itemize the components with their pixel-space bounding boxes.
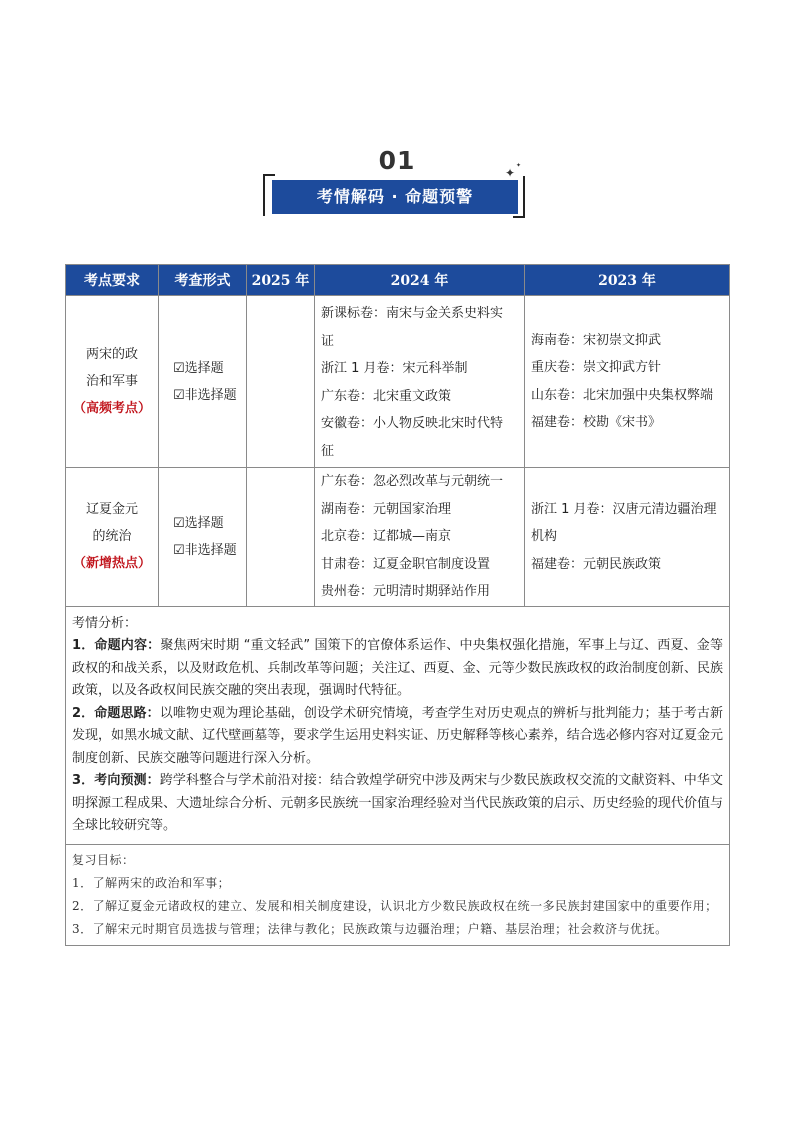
banner-title: 考情解码 · 命题预警 bbox=[272, 180, 518, 214]
form-item: ☑非选择题 bbox=[173, 387, 237, 403]
exam-entry: 证 bbox=[321, 333, 335, 349]
sparkle-icon: ✦ bbox=[505, 166, 516, 180]
analysis-text: 聚焦两宋时期 “重文轻武” 国策下的官僚体系运作、中央集权强化措施，军事上与辽、西夏、金等政权的和战关系，以及财政危机、兵制改革等问题；关注辽、西夏、金、元等少数民族政权的政治制度创新、民族政策，以及各政权间民族交融的突出表现，强调时代特征。 bbox=[72, 638, 723, 698]
topic-tag: （新增热点） bbox=[72, 556, 151, 572]
analysis-heading: 考情分析： bbox=[72, 615, 138, 631]
topic-line: 的统治 bbox=[92, 529, 132, 545]
year-2024-cell bbox=[315, 468, 525, 607]
exam-entry: 重庆卷：崇文抑武方针 bbox=[531, 360, 662, 375]
goals-heading: 复习目标： bbox=[72, 852, 135, 867]
column-header: 考查形式 bbox=[159, 265, 247, 296]
goal-item: 3．了解宋元时期官员选拔与管理；法律与教化；民族政策与边疆治理；户籍、基层治理；社会救济与优抚。 bbox=[72, 921, 668, 936]
analysis-item bbox=[72, 635, 723, 703]
goal-item: 1．了解两宋的政治和军事； bbox=[72, 875, 231, 890]
goals-cell bbox=[66, 844, 730, 945]
section-number: 01 bbox=[378, 146, 416, 175]
exam-entry: 广东卷：北宋重文政策 bbox=[321, 388, 452, 404]
year-2025-cell bbox=[247, 468, 315, 607]
column-header: 2024 年 bbox=[315, 265, 525, 296]
analysis-label: 1．命题内容： bbox=[72, 638, 161, 653]
table-row bbox=[66, 468, 730, 607]
exam-entry: 贵州卷：元明清时期驿站作用 bbox=[321, 584, 491, 599]
exam-entry: 新课标卷：南宋与金关系史料实 bbox=[321, 306, 504, 321]
exam-entry: 征 bbox=[321, 443, 335, 459]
column-header: 2023 年 bbox=[525, 265, 730, 296]
year-2024-cell bbox=[315, 296, 525, 468]
year-2023-cell bbox=[525, 296, 730, 468]
topic-line: 辽夏金元 bbox=[85, 502, 138, 518]
exam-entry: 甘肃卷：辽夏金职官制度设置 bbox=[321, 556, 491, 572]
analysis-label: 3．考向预测： bbox=[72, 773, 160, 788]
form-item: ☑选择题 bbox=[173, 515, 224, 531]
goal-item: 2．了解辽夏金元诸政权的建立、发展和相关制度建设，认识北方少数民族政权在统一多民族封建国家中的重要作用； bbox=[72, 898, 718, 913]
exam-entry: 安徽卷：小人物反映北宋时代特 bbox=[321, 416, 504, 431]
analysis-cell bbox=[66, 606, 730, 844]
analysis-text: 以唯物史观为理论基础，创设学术研究情境，考查学生对历史观点的辨析与批判能力；基于考古新发现，如黑水城文献、辽代壁画墓等，要求学生运用史料实证、历史解释等核心素养，结合选必修内容对辽夏金元制度创新、民族交融等问题进行深入分析。 bbox=[72, 705, 723, 766]
analysis-item bbox=[72, 703, 723, 771]
forms-cell bbox=[159, 296, 247, 468]
topic-tag: （高频考点） bbox=[72, 401, 151, 416]
exam-entry: 海南卷：宋初崇文抑武 bbox=[531, 332, 662, 348]
exam-entry: 福建卷：元朝民族政策 bbox=[531, 556, 662, 572]
topic-cell bbox=[66, 296, 159, 468]
column-header: 2025 年 bbox=[247, 265, 315, 296]
topic-line: 治和军事 bbox=[85, 374, 138, 389]
exam-entry: 机构 bbox=[531, 529, 558, 544]
topic-cell bbox=[66, 468, 159, 607]
exam-entry: 浙江 1 月卷：汉唐元清边疆治理 bbox=[531, 501, 717, 517]
analysis-text: 跨学科整合与学术前沿对接：结合敦煌学研究中涉及两宋与少数民族政权交流的文献资料、中华文明探源工程成果、大遗址综合分析、元朝多民族统一国家治理经验对当代民族政策的启示、历史经验的现代价值与全球比较研究等。 bbox=[72, 773, 723, 833]
year-2025-cell bbox=[247, 296, 315, 468]
form-item: ☑选择题 bbox=[173, 360, 224, 376]
forms-cell bbox=[159, 468, 247, 607]
exam-analysis-table bbox=[65, 264, 730, 946]
analysis-label: 2．命题思路： bbox=[72, 705, 160, 721]
sparkle-small-icon: ✦ bbox=[516, 162, 522, 169]
exam-entry: 福建卷：校勘《宋书》 bbox=[531, 415, 662, 430]
year-2023-cell bbox=[525, 468, 730, 607]
topic-line: 两宋的政 bbox=[85, 347, 138, 362]
exam-entry: 广东卷：忽必烈改革与元朝统一 bbox=[321, 474, 504, 489]
exam-entry: 山东卷：北宋加强中央集权弊端 bbox=[531, 387, 714, 403]
analysis-row bbox=[66, 606, 730, 844]
analysis-item bbox=[72, 770, 723, 838]
exam-entry: 湖南卷：元朝国家治理 bbox=[321, 501, 452, 517]
table-row bbox=[66, 296, 730, 468]
form-item: ☑非选择题 bbox=[173, 542, 237, 558]
goals-row bbox=[66, 844, 730, 945]
table-header-row bbox=[66, 265, 730, 296]
column-header: 考点要求 bbox=[66, 265, 159, 296]
exam-entry: 浙江 1 月卷：宋元科举制 bbox=[321, 361, 468, 376]
exam-entry: 北京卷：辽都城—南京 bbox=[321, 529, 452, 544]
